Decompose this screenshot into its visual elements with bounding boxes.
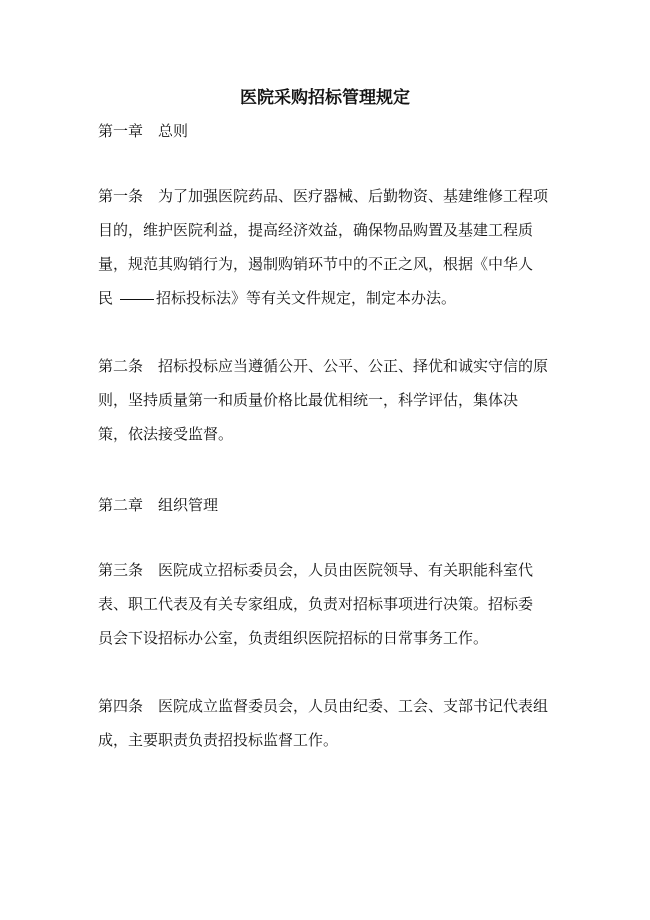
article-line: 成，主要职责负责招投标监督工作。 xyxy=(98,731,339,749)
article-2 xyxy=(98,349,554,451)
article-line: 第一条 为了加强医院药品、医疗器械、后勤物资、基建维修工程项 xyxy=(98,187,549,205)
article-3 xyxy=(98,553,554,655)
article-line: 策，依法接受监督。 xyxy=(98,425,234,443)
article-1 xyxy=(98,179,554,315)
article-line: 量，规范其购销行为，遏制购销环节中的不正之风，根据《中华人 xyxy=(98,255,534,273)
article-line: 第四条 医院成立监督委员会，人员由纪委、工会、支部书记代表组 xyxy=(98,697,549,715)
article-line: 目的，维护医院利益，提高经济效益，确保物品购置及基建工程质 xyxy=(98,221,534,239)
document-title: 医院采购招标管理规定 xyxy=(240,88,410,108)
blank-underline xyxy=(120,298,154,300)
article-4 xyxy=(98,689,554,757)
article-number: 第四条 xyxy=(98,697,144,715)
article-line: 表、职工代表及有关专家组成，负责对招标事项进行决策。招标委 xyxy=(98,595,534,613)
chapter-heading xyxy=(98,494,218,516)
chapter-name: 组织管理 xyxy=(158,496,219,514)
article-line: 民 招标投标法》等有关文件规定，制定本办法。 xyxy=(98,289,457,307)
article-line: 第二条 招标投标应当遵循公开、公平、公正、择优和诚实守信的原 xyxy=(98,357,549,375)
chapter-number: 第一章 xyxy=(98,122,144,140)
chapter-heading xyxy=(98,120,188,142)
article-line: 则，坚持质量第一和质量价格比最优相统一，科学评估，集体决 xyxy=(98,391,519,409)
article-number: 第三条 xyxy=(98,561,144,579)
article-line: 员会下设招标办公室，负责组织医院招标的日常事务工作。 xyxy=(98,629,489,647)
chapter-number: 第二章 xyxy=(98,496,144,514)
chapter-name: 总则 xyxy=(158,122,189,140)
article-number: 第一条 xyxy=(98,187,144,205)
article-number: 第二条 xyxy=(98,357,144,375)
article-line: 第三条 医院成立招标委员会，人员由医院领导、有关职能科室代 xyxy=(98,561,534,579)
